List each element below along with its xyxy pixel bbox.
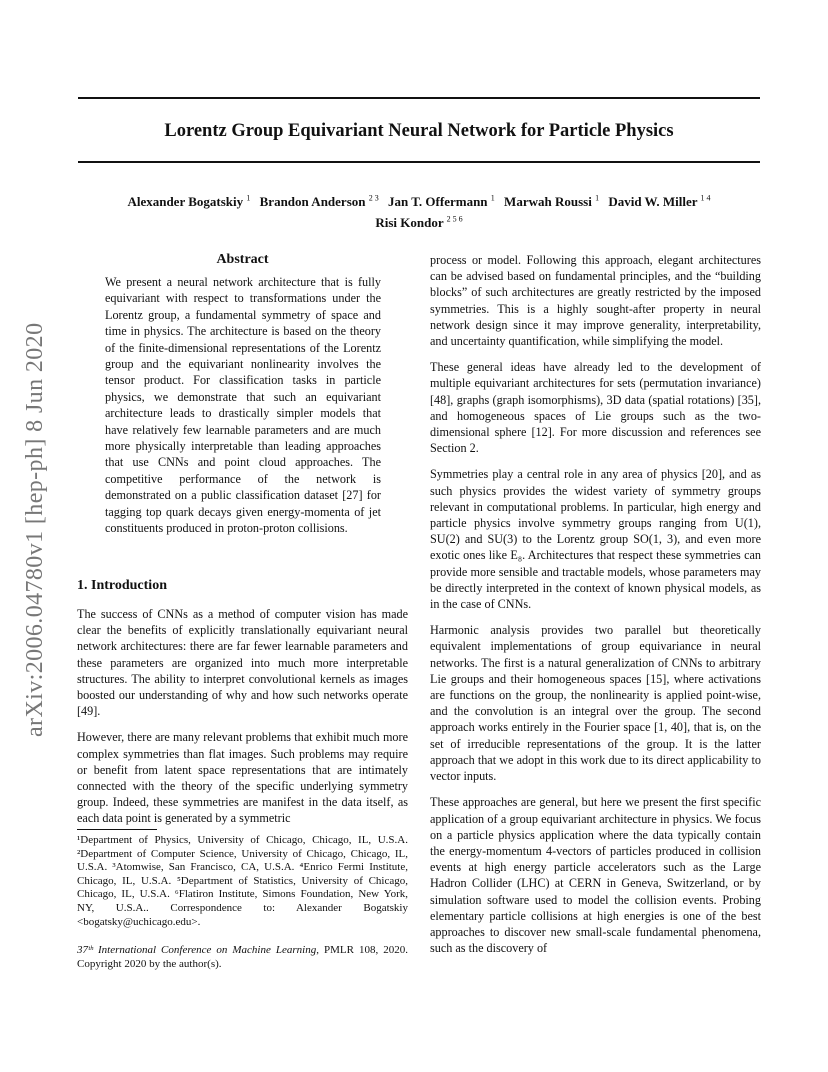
footnote-rule — [77, 829, 157, 830]
section-heading-introduction: 1. Introduction — [77, 578, 167, 593]
affiliations-footnote: ¹Department of Physics, University of Chicago, Chicago, IL, U.S.A. ²Department of Computer Science, University of Chicago, Chicago, IL, U.S.A. ³Atomwise, San Francisco, CA, U.S.A. ⁴Enrico Fermi Institute, Chicago, IL, U.S.A. ⁵Department of Statistics, University of Chicago, Chicago, IL, U.S.A. ⁶Flatiron Institute, Simons Foundation, New York, NY, U.S.A.. Correspondence to: Alexander Bogatskiy <bogatsky@uchicago.edu>. — [77, 834, 408, 928]
paragraph: The success of CNNs as a method of computer vision has made clear the benefits of explicitly translationally equivariant neural network architectures: there are far fewer learnable parameters and these parameters are organized into much more interpretable structures. The ability to interpret convolutional kernels as images boosted our understanding of why and how such networks operate [49]. — [77, 607, 408, 719]
abstract-text: We present a neural network architecture that is fully equivariant with respect to transformations under the Lorentz group, a fundamental symmetry of space and time in physics. The architecture is based on the theory of the finite-dimensional representations of the Lorentz group and the equivariant nonlinearity involves the tensor product. For classification tasks in particle physics, we demonstrate that such an equivariant architecture leads to drastically simpler models that have relatively few learnable parameters and are much more physically interpretable than leading approaches that use CNNs and point cloud approaches. The competitive performance of the network is demonstrated on a public classification dataset [27] for tagging top quark decays given energy-momenta of jet constituents produced in proton-proton collisions. — [105, 275, 381, 536]
author-list — [78, 190, 760, 231]
paragraph: These approaches are general, but here we present the first specific application of a group equivariant architecture in physics. We focus on a particle physics application where the data typically contain the energy-momentum 4-vectors of particles produced in collision events at high energy particle accelerators such as the Large Hadron Collider (LHC) at CERN in Geneva, Switzerland, or by simulation software used to model the collision events. Probing elementary particle collisions at high energies is one of the best approaches to discover new small-scale fundamental phenomena, such as the discovery of — [430, 795, 761, 956]
arxiv-side-label: arXiv:2006.04780v1 [hep-ph] 8 Jun 2020 — [22, 322, 48, 738]
paragraph: These general ideas have already led to the development of multiple equivariant architectures for sets (permutation invariance) [48], graphs (graph isomorphisms), 3D data (spatial rotations) [35], and homogeneous spaces of Lie groups such as the two-dimensional sphere [12]. For more discussion and references see Section 2. — [430, 360, 761, 456]
conference-note: 37ᵗʰ International Conference on Machine Learning, PMLR 108, 2020. Copyright 2020 by the author(s). — [77, 944, 408, 970]
paragraph: However, there are many relevant problems that exhibit much more complex symmetries than flat images. Such problems may require or benefit from latent space representations that are intimately connected with the theory of the specific underlying symmetry group. Indeed, these symmetries are manifest in the data itself, as each data point is generated by a symmetric — [77, 730, 408, 826]
right-column-body — [430, 252, 761, 956]
author: Marwah Roussi $^1$ — [504, 194, 600, 210]
paragraph: Harmonic analysis provides two parallel but theoretically equivalent implementations of group equivariance in neural networks. The first is a natural generalization of CNNs to arbitrary Lie groups and their homogeneous spaces [15], where activations are functions on the group, the nonlinearity is applied point-wise, and the convolution is an integral over the group. The second approach works entirely in the Fourier space [1, 40], that is, on the set of irreducible representations of the group. It is the latter approach that we adopt in this work due to its direct applicability to vector inputs. — [430, 623, 761, 784]
author: Risi Kondor $^{2 5 6}$ — [375, 214, 463, 230]
left-column-body — [77, 606, 408, 827]
title-rule-bottom — [78, 161, 760, 163]
author: Brandon Anderson $^{2 3}$ — [259, 194, 379, 210]
paper-title: Lorentz Group Equivariant Neural Network for Particle Physics — [164, 121, 674, 141]
author: Alexander Bogatskiy $^1$ — [127, 194, 251, 210]
author: David W. Miller $^{1 4}$ — [608, 194, 711, 210]
title-rule-top — [78, 97, 760, 99]
abstract-heading: Abstract — [216, 252, 269, 267]
author: Jan T. Offermann $^1$ — [387, 194, 495, 210]
paragraph: Symmetries play a central role in any area of physics [20], and as such physics provides the widest variety of symmetry groups relevant in computational problems. In particular, high energy and particle physics involve symmetry groups ranging from U(1), SU(2) and SU(3) to the Lorentz group SO(1, 3), and even more exotic ones like E₈. Architectures that respect these symmetries can provide more sensible and tractable models, whose parameters may be directly interpreted in the context of known physical models, as in the case of CNNs. — [430, 467, 761, 612]
paragraph: process or model. Following this approach, elegant architectures can be advised based on fundamental principles, and the “building blocks” of such architectures are greatly restricted by the imposed symmetries. This is a highly sought-after property in neural network design since it may improve generality, interpretability, and uncertainty quantification, while simplifying the model. — [430, 253, 761, 349]
